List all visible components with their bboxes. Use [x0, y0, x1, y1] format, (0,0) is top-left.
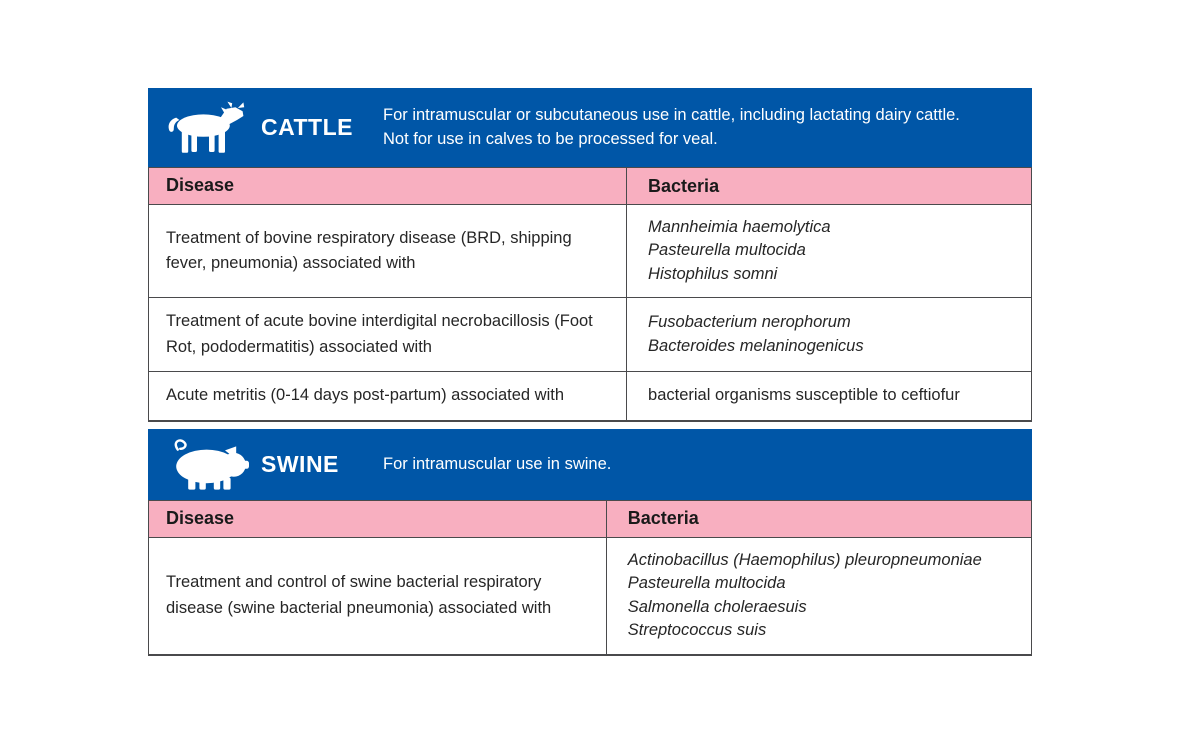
bacteria-name: Salmonella choleraesuis — [627, 597, 807, 616]
bacteria-name: Mannheimia haemolytica — [648, 218, 831, 236]
table-row — [149, 297, 1031, 371]
indications-tables — [148, 88, 1032, 656]
bacteria-name: Streptococcus suis — [627, 621, 767, 640]
pig-icon — [165, 437, 253, 491]
cow-icon — [165, 99, 253, 157]
bacteria-name: Pasteurella multocida — [627, 574, 786, 593]
swine-band — [148, 429, 1032, 500]
cattle-section — [148, 88, 1032, 422]
bacteria-name: Fusobacterium nerophorum — [648, 313, 851, 332]
bacteria-name: Bacteroides melaninogenicus — [648, 336, 864, 355]
table-row — [149, 371, 1031, 420]
swine-title: SWINE — [261, 450, 339, 477]
swine-table — [148, 500, 1032, 656]
cattle-table-body — [149, 205, 1031, 420]
disease-cell: Treatment and control of swine bacterial respiratory disease (swine bacterial pneumonia) associated with — [149, 538, 607, 654]
cattle-title: CATTLE — [261, 114, 354, 140]
bacteria-name: bacterial organisms susceptible to ceftiofur — [648, 386, 960, 405]
table-row — [149, 205, 1031, 297]
bacteria-cell — [607, 538, 1031, 654]
disease-cell: Treatment of acute bovine interdigital necrobacillosis (Foot Rot, pododermatitis) associated with — [149, 298, 627, 371]
bacteria-column-header: Bacteria — [648, 175, 720, 196]
cattle-usage-text: For intramuscular or subcutaneous use in cattle, including lactating dairy cattle. Not for use in calves to be processed for veal. — [383, 106, 960, 148]
cattle-band — [148, 88, 1032, 167]
swine-band-left — [148, 437, 383, 491]
swine-table-header — [149, 501, 1031, 538]
bacteria-cell — [627, 205, 1031, 297]
cattle-table-header — [149, 168, 1031, 205]
section-divider — [148, 422, 1032, 429]
swine-table-body — [149, 538, 1031, 654]
bacteria-name: Pasteurella multocida — [648, 241, 806, 260]
bacteria-cell — [627, 372, 1031, 420]
swine-section — [148, 429, 1032, 656]
bacteria-column-header: Bacteria — [627, 508, 699, 529]
bacteria-name: Actinobacillus (Haemophilus) pleuropneumoniae — [627, 550, 982, 569]
table-row — [149, 538, 1031, 654]
disease-cell: Treatment of bovine respiratory disease (BRD, shipping fever, pneumonia) associated with — [149, 205, 627, 297]
disease-column-header: Disease — [149, 501, 607, 537]
cattle-table — [148, 167, 1032, 422]
bacteria-cell — [627, 298, 1031, 371]
disease-cell: Acute metritis (0-14 days post-partum) associated with — [149, 372, 627, 420]
bacteria-name: Histophilus somni — [648, 264, 778, 283]
disease-column-header: Disease — [149, 168, 627, 204]
swine-usage-text: For intramuscular use in swine. — [383, 454, 612, 473]
cattle-band-left — [148, 99, 383, 157]
